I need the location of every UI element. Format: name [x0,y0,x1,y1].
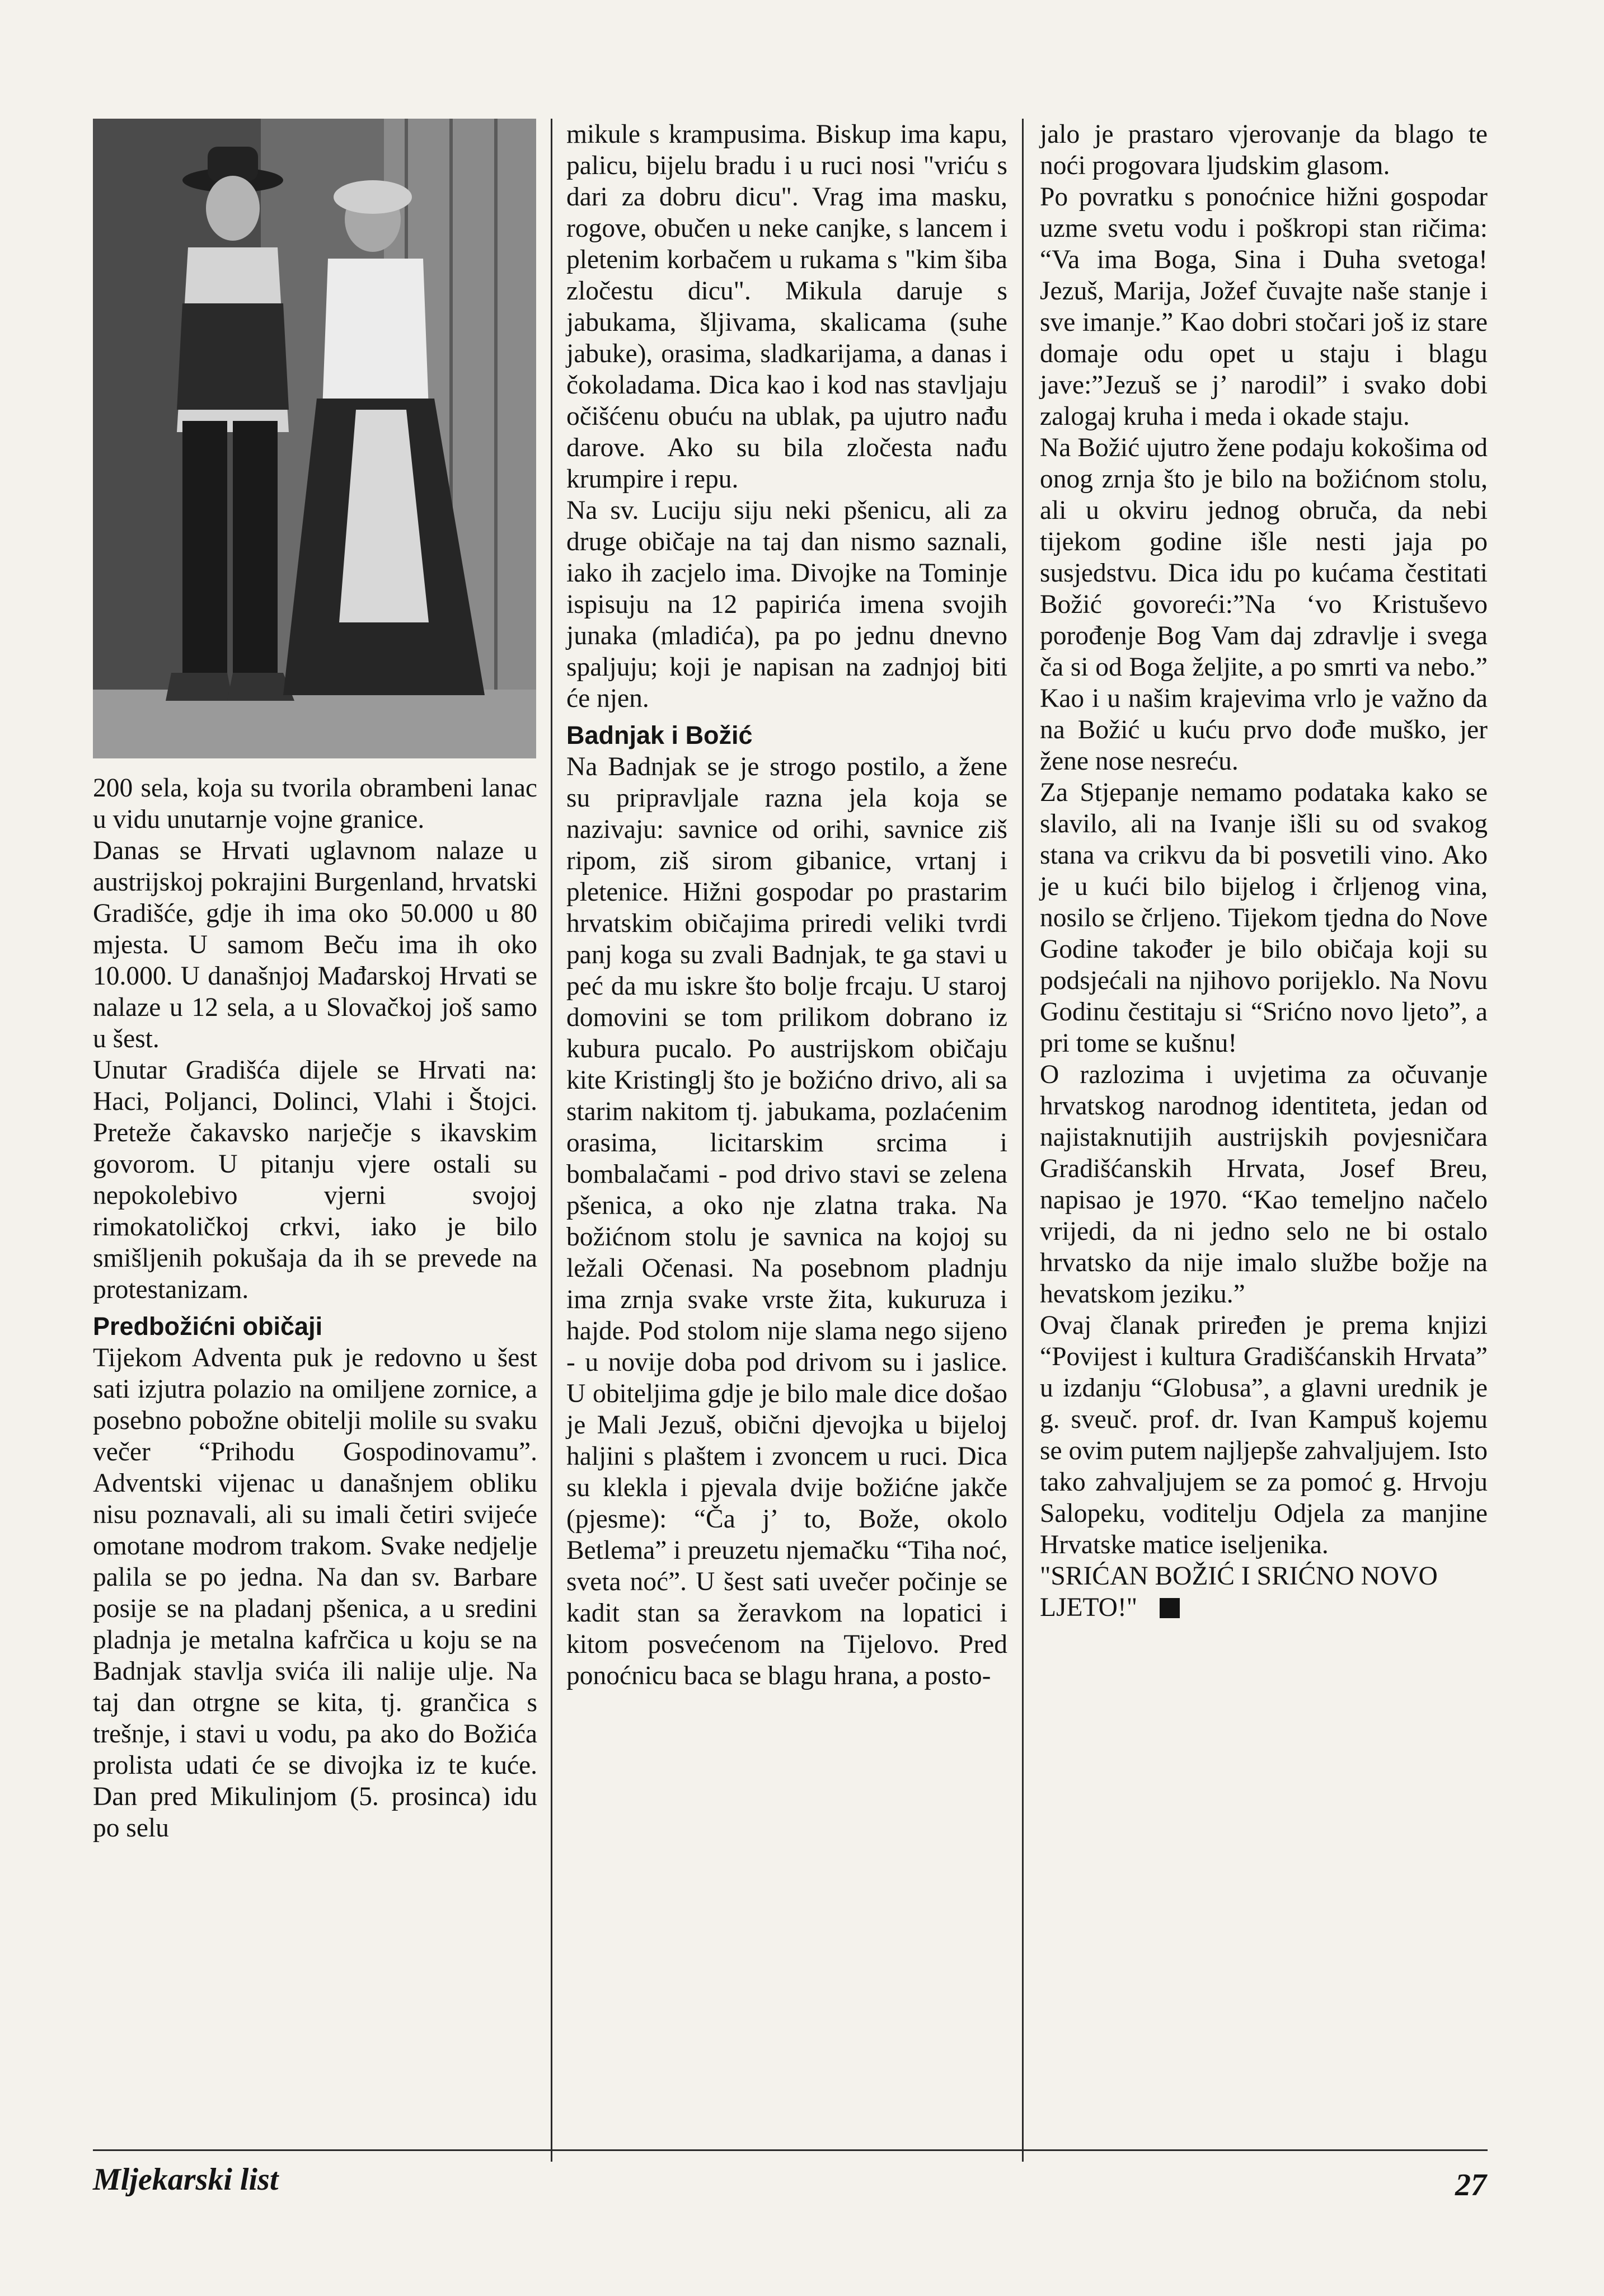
column-divider [1022,119,1024,2162]
paragraph: Za Stjepanje nemamo podataka kako se slavilo, ali na Ivanje išli su od svakog stana va crikvu da bi posvetili vino. Ako je u kući bilo bijelog i črljenog vina, nosilo se črljeno. Tijekom tjedna do Nove Godine također je bilo običaja koji su podsjećali na njihovo porijeklo. Na Novu Godinu čestitaju si “Srićno novo ljeto”, a pri tome se kušnu! [1040,778,1488,1058]
section-heading: Predbožićni običaji [93,1312,323,1341]
article-column-1 [93,772,537,1844]
article-photo [93,119,536,758]
paragraph: Na sv. Luciju siju neki pšenicu, ali za druge običaje na taj dan nismo saznali, iako ih zacjelo ima. Divojke na Tominje ispisuju na 12 papirića imena svojih junaka (mladića), pa po jednu dnevno spaljuju; koji je napisan na zadnjoj biti će njen. [566,496,1007,713]
paragraph: 200 sela, koja su tvorila obrambeni lanac u vidu unutarnje vojne granice. [93,774,537,834]
end-of-article-icon [1160,1598,1180,1618]
column-divider [551,119,552,2162]
paragraph: O razlozima i uvjetima za očuvanje hrvatskog narodnog identiteta, jedan od najistaknutijih austrijskih povjesničara Gradišćanskih Hrvata, Josef Breu, napisao je 1970. “Kao temeljno načelo vrijedi, da ni jedno selo ne bi ostalo hrvatsko da nije imalo službe božje na hevatskom jeziku.” [1040,1060,1488,1309]
closing-text: "SRIĆAN BOŽIĆ I SRIĆNO NOVO LJETO!" [1040,1562,1438,1622]
article-column-3 [1040,119,1488,1623]
paragraph: jalo je prastaro vjerovanje da blago te noći progovara ljudskim glasom. [1040,120,1488,180]
paragraph: mikule s krampusima. Biskup ima kapu, palicu, bijelu bradu i u ruci nosi "vriću s dari za dobru dicu". Vrag ima masku, rogove, obučen u neke canjke, s lancem i pletenim korbačem u rukama s "kim šiba zločestu dicu". Mikula daruje s jabukama, šljivama, skalicama (suhe jabuke), orasima, sladkarijama, a danas i čokoladama. Dica kao i kod nas stavljaju očišćenu obuću na ublak, pa ujutro nađu darove. Ako su bila zločesta nađu krumpire i repu. [566,120,1007,494]
paragraph: Na Badnjak se je strogo postilo, a žene su pripravljale razna jela koja se nazivaju: savnice od orihi, savnice ziš ripom, ziš sirom gibanice, vrtanj i pletenice. Hižni gospodar po prastarim hrvatskim običajima priredi veliki tvrdi panj koga su zvali Badnjak, te ga stavi u peć da mu iskre što bolje frcaju. U staroj domovini se tom prilikom dobrano iz kubura pucalo. Po austrijskom običaju kite Kristinglj što je božićno drivo, ali sa starim nakitom tj. jabukama, pozlaćenim orasima, licitarskim srcima i bombalačami - pod drivo stavi se zelena pšenica, a oko nje zlatna traka. Na božićnom stolu je savnica na kojoj su ležali Očenasi. Na posebnom pladnju ima zrnja svake vrste žita, kukuruza i hajde. Pod stolom nije slama nego sijeno - u novije doba pod drivom su i jaslice. U obiteljima gdje je bilo male dice došao je Mali Jezuš, obični djevojka u bijeloj haljini s plaštem i zvoncem u ruci. Dica su klekla i pjevala dvije božićne jakče (pjesme): “Ča j’ to, Bože, okolo Betlema” i preuzetu njemačku “Tiha noć, sveta noć”. U šest sati uvečer počinje se kadit stan sa žeravkom na lopatici i kitom posvećenom na Tijelovo. Pred ponoćnicu baca se blagu hrana, a posto- [566,752,1007,1690]
paragraph: Po povratku s ponoćnice hižni gospodar uzme svetu vodu i poškropi stan ričima: “Va ima Boga, Sina i Duha svetoga! Jezuš, Marija, Jožef čuvajte naše stanje i sve imanje.” Kao dobri stočari još iz stare domaje odu opet u staju i blagu jave:”Jezuš se j’ narodil” i svako dobi zalogaj kruha i meda i okade staju. [1040,182,1488,431]
paragraph: Tijekom Adventa puk je redovno u šest sati izjutra polazio na omiljene zornice, a posebno pobožne obitelji molile su svaku večer “Prihodu Gospodinovamu”. Adventski vijenac u današnjem obliku nisu poznavali, ali su imali četiri svijeće omotane modrom trakom. Svake nedjelje palila se po jedna. Na dan sv. Barbare posije se na pladanj pšenica, a u sredini pladnja je metalna kafrčica u koju se na Badnjak stavlja svića ili nalije ulje. Na taj dan otrgne se kita, tj. grančica s trešnje, i stavi u vodu, pa ako do Božića prolista udati će se divojka iz te kuće. Dan pred Mikulinjom (5. prosinca) idu po selu [93,1343,537,1843]
page-number: 27 [1455,2168,1486,2203]
footer-rule [93,2149,1488,2151]
paragraph: Unutar Gradišća dijele se Hrvati na: Haci, Poljanci, Dolinci, Vlahi i Štojci. Preteže čakavsko narječje s ikavskim govorom. U pitanju vjere ostali su nepokolebivo vjerni svojoj rimokatoličkoj crkvi, iako je bilo smišljenih pokušaja da ih se prevede na protestanizam. [93,1056,537,1304]
section-heading: Badnjak i Božić [566,721,753,749]
publication-name: Mljekarski list [93,2162,279,2197]
paragraph: Na Božić ujutro žene podaju kokošima od onog zrnja što je bilo na božićnom stolu, ali u okviru jednog obruča, da nebi tijekom godine išle nesti jaja po susjedstvu. Dica idu po kućama čestitati Božić govoreći:”Na ‘vo Kristuševo porođenje Bog Vam daj zdravlje i svega ča si od Boga željite, a po smrti va nebo.” Kao i u našim krajevima vrlo je važno da na Božić u kuću prvo dođe muško, jer žene nose nesreću. [1040,433,1488,776]
paragraph: Ovaj članak priređen je prema knjizi “Povijest i kultura Gradišćanskih Hrvata” u izdanju “Globusa”, a glavni urednik je g. sveuč. prof. dr. Ivan Kampuš kojemu se ovim putem najljepše zahvaljujem. Isto tako zahvaljujem se za pomoć g. Hrvoju Salopeku, voditelju Odjela za manjine Hrvatske matice iseljenika. [1040,1311,1488,1559]
closing-greeting [1040,1561,1488,1623]
photo-two-people-traditional-costume-icon [93,119,536,758]
article-column-2 [566,119,1007,1691]
paragraph: Danas se Hrvati uglavnom nalaze u austrijskoj pokrajini Burgenland, hrvatski Gradišće, gdje ih ima oko 50.000 u 80 mjesta. U samom Beču ima ih oko 10.000. U današnjoj Mađarskoj Hrvati se nalaze u 12 sela, a u Slovačkoj još samo u šest. [93,836,537,1053]
